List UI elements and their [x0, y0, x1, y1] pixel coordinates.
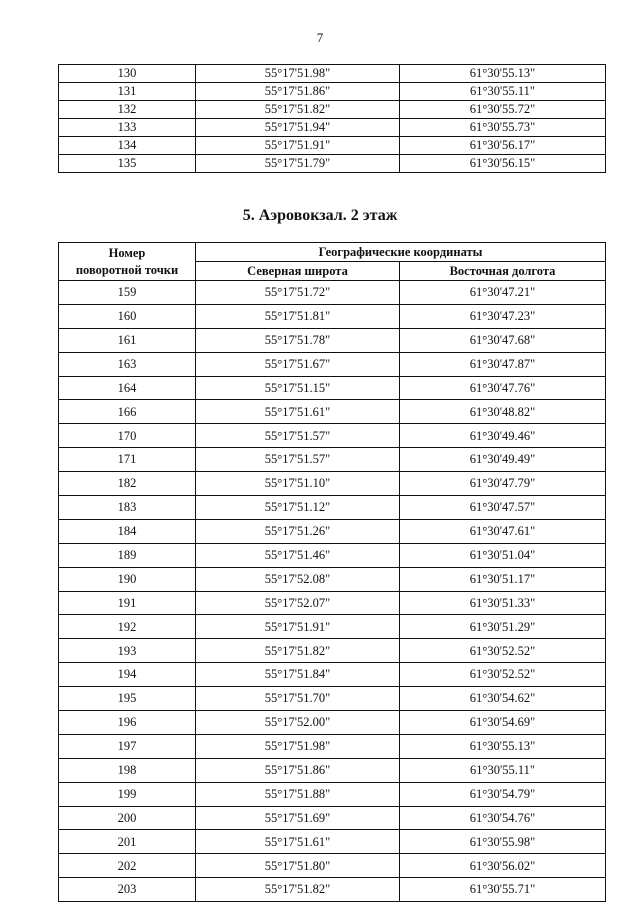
table-row [59, 155, 606, 173]
header-latitude: Северная широта [196, 262, 400, 281]
cell-longitude: 61°30'52.52" [400, 639, 606, 663]
table-row [59, 734, 606, 758]
cell-latitude: 55°17'51.81" [196, 304, 400, 328]
cell-latitude: 55°17'51.57" [196, 424, 400, 448]
cell-latitude: 55°17'51.69" [196, 806, 400, 830]
cell-point-number: 194 [59, 663, 196, 687]
cell-latitude: 55°17'51.91" [196, 615, 400, 639]
table-row [59, 711, 606, 735]
table-row [59, 878, 606, 902]
cell-latitude: 55°17'51.80" [196, 854, 400, 878]
table-row [59, 830, 606, 854]
cell-point-number: 134 [59, 137, 196, 155]
table-row [59, 65, 606, 83]
cell-point-number: 131 [59, 83, 196, 101]
cell-longitude: 61°30'47.61" [400, 519, 606, 543]
section-title: 5. Аэровокзал. 2 этаж [242, 207, 398, 224]
table-row [59, 567, 606, 591]
cell-latitude: 55°17'52.00" [196, 711, 400, 735]
cell-longitude: 61°30'51.33" [400, 591, 606, 615]
cell-latitude: 55°17'51.67" [196, 352, 400, 376]
cell-point-number: 184 [59, 519, 196, 543]
table-row [59, 281, 606, 305]
cell-latitude: 55°17'51.88" [196, 782, 400, 806]
cell-latitude: 55°17'51.82" [196, 878, 400, 902]
table-row [59, 137, 606, 155]
cell-point-number: 190 [59, 567, 196, 591]
cell-latitude: 55°17'51.98" [196, 734, 400, 758]
cell-longitude: 61°30'55.11" [400, 83, 606, 101]
cell-longitude: 61°30'51.17" [400, 567, 606, 591]
cell-latitude: 55°17'51.72" [196, 281, 400, 305]
header-geo-coordinates: Географические координаты [196, 243, 606, 262]
cell-point-number: 164 [59, 376, 196, 400]
cell-latitude: 55°17'52.07" [196, 591, 400, 615]
cell-latitude: 55°17'51.78" [196, 328, 400, 352]
cell-point-number: 202 [59, 854, 196, 878]
table-row [59, 472, 606, 496]
table-row [59, 424, 606, 448]
cell-longitude: 61°30'51.04" [400, 543, 606, 567]
cell-point-number: 166 [59, 400, 196, 424]
cell-latitude: 55°17'51.91" [196, 137, 400, 155]
table-body [59, 65, 606, 173]
cell-latitude: 55°17'51.84" [196, 663, 400, 687]
cell-longitude: 61°30'55.98" [400, 830, 606, 854]
cell-longitude: 61°30'55.11" [400, 758, 606, 782]
table-row [59, 304, 606, 328]
cell-longitude: 61°30'49.49" [400, 448, 606, 472]
cell-point-number: 159 [59, 281, 196, 305]
cell-longitude: 61°30'47.23" [400, 304, 606, 328]
cell-longitude: 61°30'48.82" [400, 400, 606, 424]
cell-longitude: 61°30'52.52" [400, 663, 606, 687]
cell-point-number: 160 [59, 304, 196, 328]
coordinates-table-continued [58, 64, 606, 173]
cell-latitude: 55°17'51.98" [196, 65, 400, 83]
cell-longitude: 61°30'54.62" [400, 687, 606, 711]
cell-longitude: 61°30'51.29" [400, 615, 606, 639]
cell-point-number: 196 [59, 711, 196, 735]
table-row [59, 119, 606, 137]
table-row [59, 448, 606, 472]
cell-latitude: 55°17'51.57" [196, 448, 400, 472]
cell-point-number: 193 [59, 639, 196, 663]
cell-point-number: 163 [59, 352, 196, 376]
cell-longitude: 61°30'56.15" [400, 155, 606, 173]
header-point-number [59, 243, 196, 281]
cell-longitude: 61°30'55.13" [400, 65, 606, 83]
cell-point-number: 191 [59, 591, 196, 615]
cell-latitude: 55°17'52.08" [196, 567, 400, 591]
cell-point-number: 161 [59, 328, 196, 352]
table-row [59, 376, 606, 400]
cell-latitude: 55°17'51.15" [196, 376, 400, 400]
cell-point-number: 198 [59, 758, 196, 782]
cell-point-number: 195 [59, 687, 196, 711]
table-row [59, 758, 606, 782]
cell-longitude: 61°30'55.72" [400, 101, 606, 119]
cell-longitude: 61°30'55.71" [400, 878, 606, 902]
cell-point-number: 182 [59, 472, 196, 496]
table-row [59, 101, 606, 119]
cell-latitude: 55°17'51.12" [196, 496, 400, 520]
table-row [59, 400, 606, 424]
cell-latitude: 55°17'51.26" [196, 519, 400, 543]
cell-point-number: 171 [59, 448, 196, 472]
cell-longitude: 61°30'47.68" [400, 328, 606, 352]
cell-longitude: 61°30'54.69" [400, 711, 606, 735]
table-row [59, 782, 606, 806]
page-number: 7 [316, 30, 324, 45]
cell-latitude: 55°17'51.82" [196, 101, 400, 119]
cell-longitude: 61°30'49.46" [400, 424, 606, 448]
cell-point-number: 189 [59, 543, 196, 567]
cell-latitude: 55°17'51.61" [196, 400, 400, 424]
table-row [59, 328, 606, 352]
cell-point-number: 133 [59, 119, 196, 137]
cell-latitude: 55°17'51.61" [196, 830, 400, 854]
cell-longitude: 61°30'55.73" [400, 119, 606, 137]
table-row [59, 663, 606, 687]
table-row [59, 687, 606, 711]
cell-longitude: 61°30'47.79" [400, 472, 606, 496]
cell-point-number: 135 [59, 155, 196, 173]
table-row [59, 806, 606, 830]
cell-longitude: 61°30'47.57" [400, 496, 606, 520]
cell-longitude: 61°30'56.17" [400, 137, 606, 155]
cell-longitude: 61°30'54.76" [400, 806, 606, 830]
cell-longitude: 61°30'47.87" [400, 352, 606, 376]
header-longitude: Восточная долгота [400, 262, 606, 281]
cell-latitude: 55°17'51.86" [196, 758, 400, 782]
table-body [59, 281, 606, 902]
cell-latitude: 55°17'51.70" [196, 687, 400, 711]
cell-latitude: 55°17'51.86" [196, 83, 400, 101]
cell-latitude: 55°17'51.46" [196, 543, 400, 567]
coordinates-table [58, 242, 606, 902]
cell-point-number: 199 [59, 782, 196, 806]
table-row [59, 543, 606, 567]
cell-latitude: 55°17'51.79" [196, 155, 400, 173]
cell-longitude: 61°30'47.21" [400, 281, 606, 305]
table-row [59, 496, 606, 520]
cell-longitude: 61°30'56.02" [400, 854, 606, 878]
cell-latitude: 55°17'51.82" [196, 639, 400, 663]
cell-point-number: 132 [59, 101, 196, 119]
cell-point-number: 130 [59, 65, 196, 83]
table-header [59, 243, 606, 281]
table-row [59, 615, 606, 639]
cell-point-number: 170 [59, 424, 196, 448]
cell-point-number: 201 [59, 830, 196, 854]
header-point-number-line1: Номер [108, 245, 146, 260]
cell-latitude: 55°17'51.94" [196, 119, 400, 137]
table-row [59, 639, 606, 663]
cell-point-number: 203 [59, 878, 196, 902]
cell-longitude: 61°30'54.79" [400, 782, 606, 806]
cell-point-number: 183 [59, 496, 196, 520]
table-row [59, 83, 606, 101]
cell-longitude: 61°30'55.13" [400, 734, 606, 758]
header-point-number-line2: поворотной точки [75, 262, 179, 277]
table-row [59, 591, 606, 615]
cell-longitude: 61°30'47.76" [400, 376, 606, 400]
cell-point-number: 197 [59, 734, 196, 758]
table-row [59, 519, 606, 543]
table-row [59, 854, 606, 878]
cell-point-number: 192 [59, 615, 196, 639]
cell-point-number: 200 [59, 806, 196, 830]
table-row [59, 352, 606, 376]
cell-latitude: 55°17'51.10" [196, 472, 400, 496]
